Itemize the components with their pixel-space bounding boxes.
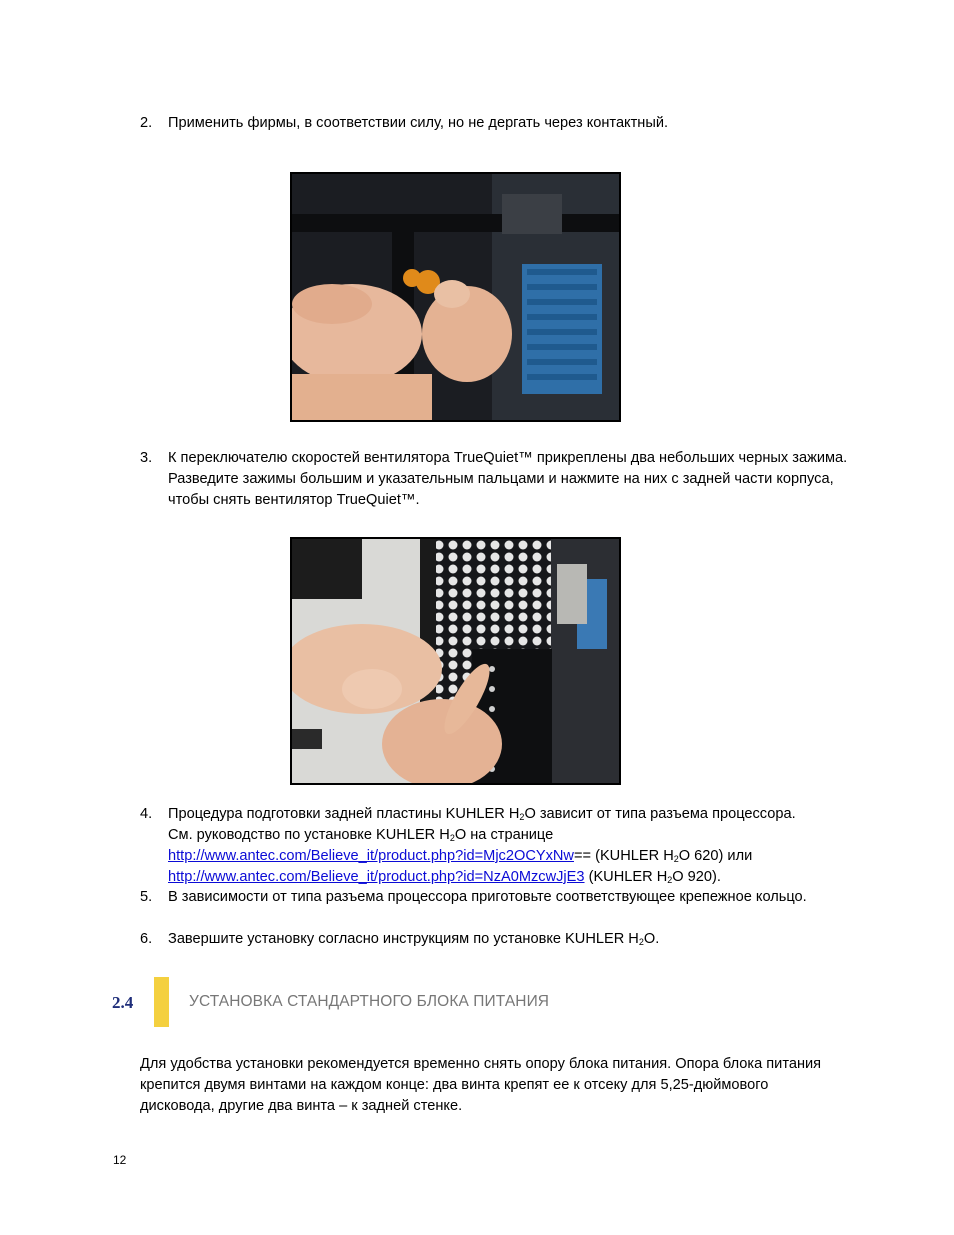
step-text: К переключателю скоростей вентилятора TrueQuiet™ прикреплены два небольших черных зажима. Разведите зажимы большим и указательным пальцами и нажмите на них с задней части корпуса, чтобы снять вентилятор TrueQuiet™. [168,450,848,508]
photo-fan-removal-2 [290,537,621,785]
step-3 [140,448,860,511]
section-number: 2.4 [112,993,134,1012]
link-kuhler-620[interactable]: http://www.antec.com/Believe_it/product.php?id=Mjc2OCYxNw [168,848,574,864]
step-number: 4. [140,806,153,822]
section-title: УСТАНОВКА СТАНДАРТНОГО БЛОКА ПИТАНИЯ [189,993,550,1010]
step-text: Применить фирмы, в соответствии силу, но не дергать через контактный. [168,115,669,131]
step-number: 5. [140,889,153,905]
step-4 [140,804,860,888]
link-kuhler-920[interactable]: http://www.antec.com/Believe_it/product.php?id=NzA0MzcwJjE3 [168,869,585,885]
step-number: 3. [140,450,153,466]
step-number: 2. [140,115,153,131]
body-paragraph: Для удобства установки рекомендуется временно снять опору блока питания. Опора блока питания крепится двумя винтами на каждом конце: два винта крепят ее к отсеку для 5,25-дюймового дисковода, другие два винта – к задней стенке. [140,1056,822,1114]
step-text: Завершите установку согласно инструкциям по установке KUHLER $H_2O$. [168,931,660,947]
step-5 [140,887,860,929]
step-text: Процедура подготовки задней пластины KUHLER $H_2O$ зависит от типа разъема процессора. См. руководство по установке KUHLER $H_2O$ на странице http://www.antec.com/Believe_it/product.php?id=Mjc2OCYxNw== (KUHLER $H_2O$ 620) или http://www.antec.com/Believe_it/product.php?id=NzA0MzcwJjE3 (KUHLER $H_2O$ 920). [168,806,796,885]
step-number: 6. [140,931,153,947]
section-accent-bar [154,977,169,1027]
photo-fan-removal-1 [290,172,621,422]
page-number: 12 [113,1153,127,1167]
step-text: В зависимости от типа разъема процессора приготовьте соответствующее крепежное кольцо. [168,889,807,905]
